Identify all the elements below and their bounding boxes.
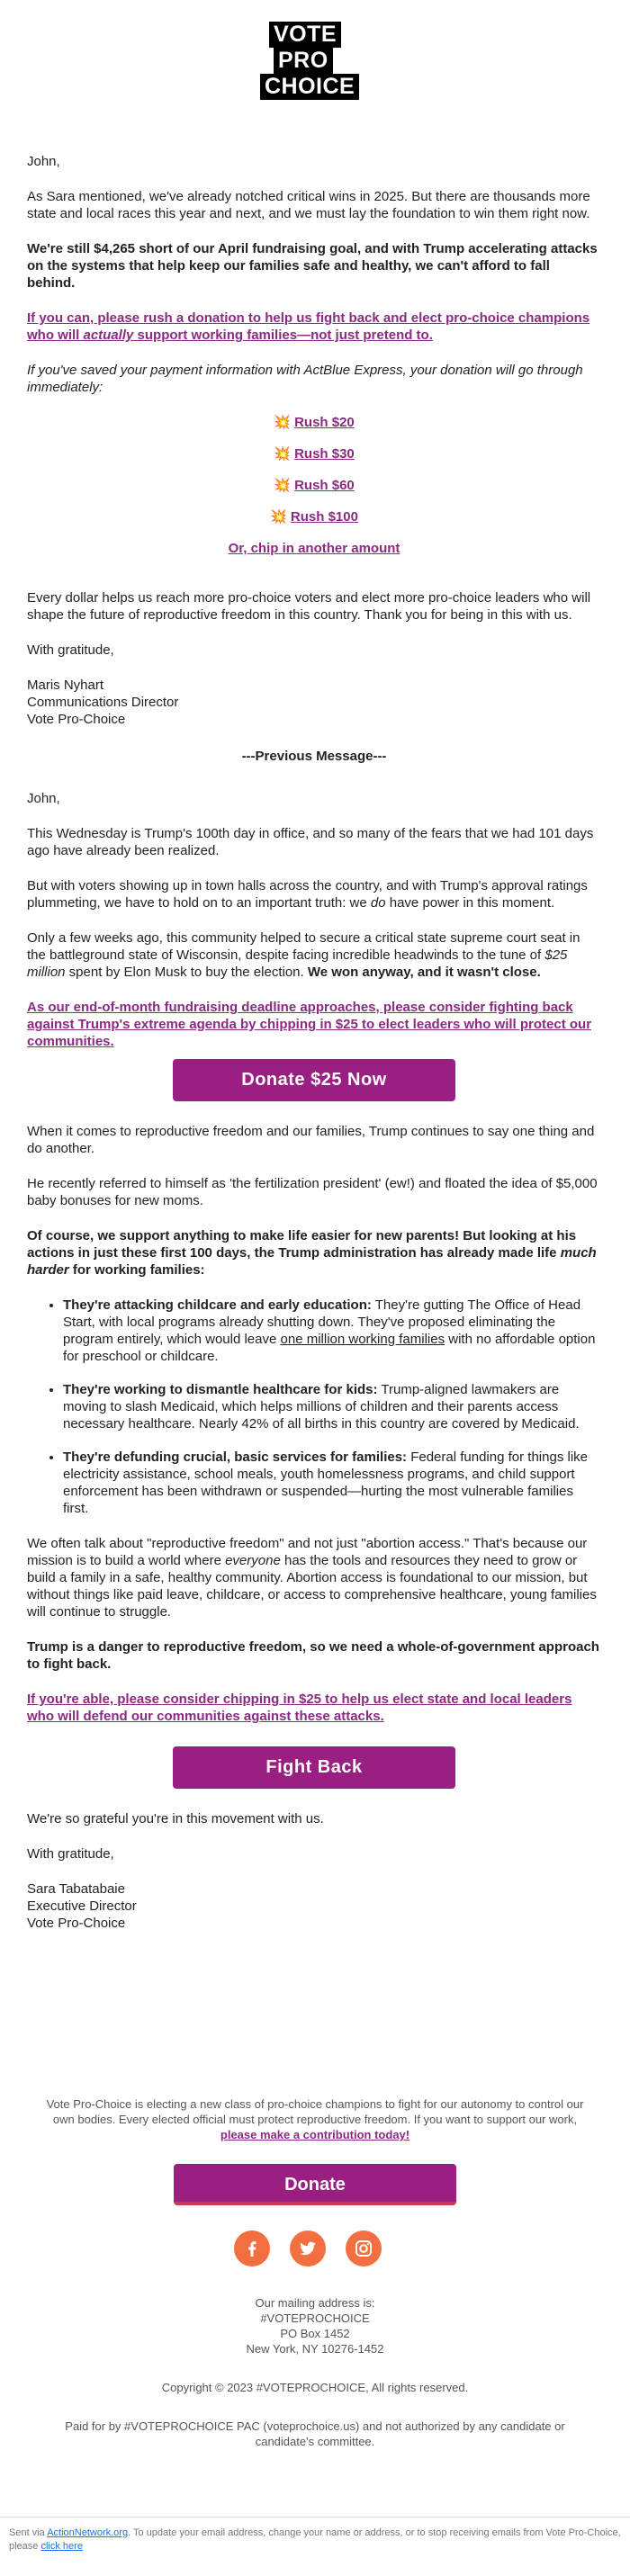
rush-30-row [27,445,601,462]
signature [27,677,601,728]
rush-60-link[interactable]: Rush $60 [294,478,355,493]
donate-link-paragraph [27,310,601,344]
paragraph: But with voters showing up in town halls across the country, and with Trump's approval ratings plummeting, we have to hold on to an important truth: we do have power in this moment. [27,878,588,911]
logo-line-2: PRO [274,48,333,74]
signature-name: Maris Nyhart [27,678,104,693]
contribution-link[interactable]: please make a contribution today! [220,2128,410,2141]
other-amount-row [27,540,601,557]
copyright: Copyright © 2023 #VOTEPROCHOICE, All rights reserved. [161,2381,469,2394]
explosion-icon: 💥 [274,415,291,430]
rush-20-link[interactable]: Rush $20 [294,415,355,430]
paragraph: This Wednesday is Trump's 100th day in office, and so many of the fears that we had 101 days ago have already been realized. [27,826,594,858]
instagram-icon[interactable] [346,2230,382,2266]
facebook-icon[interactable] [234,2230,270,2266]
rush-100-link[interactable]: Rush $100 [290,509,358,525]
attacks-list [27,1297,601,1517]
actblue-note: If you've saved your payment information with ActBlue Express, your donation will go through immediately: [27,363,583,395]
million-families-link[interactable]: one million working families [280,1332,446,1347]
logo-line-3: CHOICE [260,74,359,100]
donate-button[interactable]: Donate [174,2164,456,2205]
explosion-icon: 💥 [270,509,287,525]
goal-paragraph: We're still $4,265 short of our April fundraising goal, and with Trump accelerating attacks on the systems that help keep our families safe and healthy, we can't afford to fall behind. [27,241,598,291]
deadline-link-paragraph [27,999,601,1050]
deadline-donate-link[interactable]: As our end-of-month fundraising deadline approaches, please consider fighting back against Trump's extreme agenda by chipping in $25 to elect leaders who will protect our communities. [27,1000,592,1049]
greeting: John, [27,154,60,169]
list-item: • They're working to dismantle healthcare for kids: Trump-aligned lawmakers are moving to slash Medicaid, which helps millions of children and their parents access necessary healthcare. Nearly 42% of all births in this country are covered by Medicaid. [63,1381,601,1432]
social-links [234,2230,396,2266]
footer-intro: Vote Pro-Choice is electing a new class of pro-choice champions to fight for our autonomy to control our own bodies. Every elected official must protect reproductive freedom. If you want to support our work, please make a contribution today! [46,2097,584,2141]
paragraph: When it comes to reproductive freedom and our families, Trump continues to say one thing and do another. [27,1124,595,1156]
signature [27,1880,601,1932]
greeting: John, [27,791,60,806]
other-amount-link[interactable]: Or, chip in another amount [228,541,400,556]
rush-donation-link[interactable]: If you can, please rush a donation to help us fight back and elect pro-choice champions who will actually support working families—not just pretend to. [27,310,590,343]
rush-100-row [27,508,601,525]
explosion-icon: 💥 [274,478,291,493]
paragraph: Of course, we support anything to make life easier for new parents! But looking at his actions in just these first 100 days, the Trump administration has already made life much harder for working families: [27,1228,597,1278]
paragraph: We often talk about "reproductive freedom" and not just "abortion access." That's because our mission is to build a world where everyone has the tools and resources they need to grow or build a family in a safe, healthy community. Abortion access is foundational to our mission, but without things like paid leave, childcare, or access to comprehensive healthcare, young families will continue to struggle. [27,1536,597,1620]
paragraph: Only a few weeks ago, this community helped to secure a critical state supreme court seat in the battleground state of Wisconsin, despite facing incredible headwinds to the tune of $25 million spent by Elon Musk to buy the election. We won anyway, and it wasn't close. [27,930,580,980]
chip-in-link-paragraph [27,1691,601,1725]
rush-20-row [27,414,601,431]
email-body [27,153,601,1950]
rush-30-link[interactable]: Rush $30 [294,446,355,462]
paragraph: Every dollar helps us reach more pro-choice voters and elect more pro-choice leaders who will shape the future of reproductive freedom in this country. Thank you for being in this with us. [27,590,591,623]
action-network-link[interactable]: ActionNetwork.org [47,2527,129,2538]
click-here-link[interactable]: click here [40,2541,83,2552]
explosion-icon: 💥 [274,446,291,462]
paragraph: As Sara mentioned, we've already notched critical wins in 2025. But there are thousands more state and local races this year and next, and we must lay the foundation to win them right now. [27,189,590,221]
unsubscribe-bar: Sent via ActionNetwork.org. To update your email address, change your name or address, or to stop receiving emails from Vote Pro-Choice, please click here [0,2517,630,2554]
signature-title: Communications Director [27,695,179,710]
rush-60-row [27,477,601,494]
donate-25-button[interactable]: Donate $25 Now [173,1059,455,1101]
paragraph: Trump is a danger to reproductive freedom, so we need a whole-of-government approach to fight back. [27,1639,599,1672]
previous-message-divider: ---Previous Message--- [241,749,387,764]
paid-for-disclaimer: Paid for by #VOTEPROCHOICE PAC (voteprochoice.us) and not authorized by any candidate or candidate's committee. [65,2419,565,2448]
signature-title: Executive Director [27,1898,137,1914]
closing: With gratitude, [27,1846,114,1862]
list-item: • They're defunding crucial, basic services for families: Federal funding for things like electricity assistance, school meals, youth homelessness programs, and child support enforcement has been withdrawn or suspended—hurting the most vulnerable families first. [63,1449,601,1517]
twitter-icon[interactable] [290,2230,326,2266]
mailing-address: Our mailing address is: #VOTEPROCHOICE PO Box 1452 New York, NY 10276-1452 [246,2296,384,2356]
list-item: • They're attacking childcare and early education: They're gutting The Office of Head Start, with local programs already shutting down. They've proposed eliminating the program entirely, which would leave one million working families with no affordable option for preschool or childcare. [63,1297,601,1365]
vote-pro-choice-logo[interactable] [260,22,369,112]
paragraph: He recently referred to himself as 'the fertilization president' (ew!) and floated the idea of $5,000 baby bonuses for new moms. [27,1176,598,1208]
fight-back-button[interactable]: Fight Back [173,1746,455,1789]
closing: With gratitude, [27,642,114,658]
signature-org: Vote Pro-Choice [27,1916,126,1931]
footer [0,2096,630,2449]
paragraph: We're so grateful you're in this movement with us. [27,1811,324,1827]
chip-in-link[interactable]: If you're able, please consider chipping in $25 to help us elect state and local leaders who will defend our communities against these attacks. [27,1692,572,1724]
signature-org: Vote Pro-Choice [27,712,126,727]
signature-name: Sara Tabatabaie [27,1881,125,1897]
logo-line-1: VOTE [269,22,341,48]
